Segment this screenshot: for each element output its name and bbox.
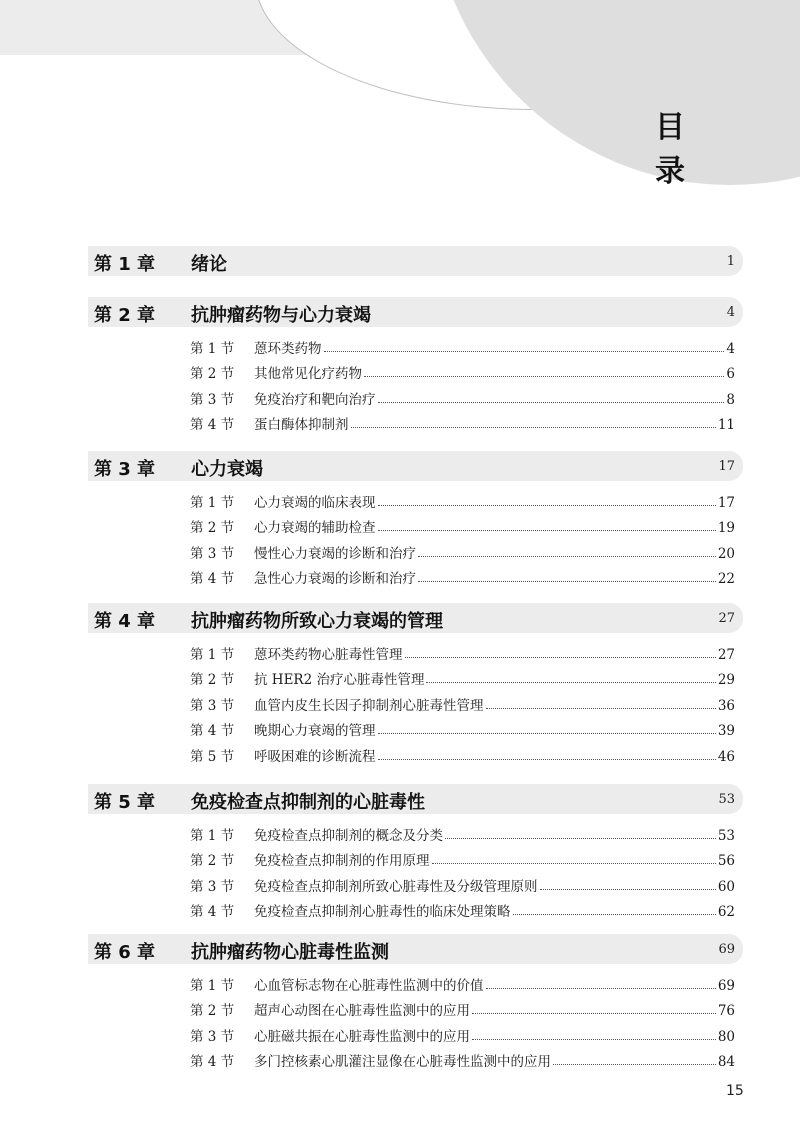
section-number: 第 3 节 (190, 1028, 235, 1045)
page-title: 目 录 (655, 110, 711, 189)
section-row[interactable] (190, 491, 735, 511)
chapter-title: 心力衰竭 (191, 459, 263, 480)
section-page-number: 53 (717, 828, 735, 844)
section-page-number: 19 (717, 520, 735, 537)
dot-leader (364, 375, 724, 377)
section-page-number: 76 (717, 1003, 735, 1020)
chapter-row[interactable] (88, 784, 743, 814)
dot-leader (324, 350, 725, 352)
chapter-row[interactable] (88, 603, 743, 633)
section-number: 第 2 节 (190, 1003, 235, 1020)
section-page-number: 6 (726, 366, 735, 383)
section-title: 血管内皮生长因子抑制剂心脏毒性管理 (254, 697, 484, 714)
section-row[interactable] (190, 388, 735, 408)
section-title: 心力衰竭的临床表现 (254, 495, 376, 511)
dot-leader (540, 888, 716, 890)
dot-leader (513, 913, 716, 915)
chapter-title: 免疫检查点抑制剂的心脏毒性 (191, 792, 425, 813)
dot-leader (378, 401, 725, 403)
chapter-number: 第 4 章 (94, 611, 156, 632)
section-title: 晚期心力衰竭的管理 (254, 723, 376, 740)
section-page-number: 8 (726, 391, 735, 408)
dot-leader (432, 862, 716, 864)
section-page-number: 22 (717, 571, 735, 588)
section-number: 第 2 节 (190, 672, 235, 689)
section-row[interactable] (190, 643, 735, 663)
section-row[interactable] (190, 567, 735, 587)
chapter-number: 第 1 章 (94, 254, 156, 275)
section-number: 第 1 节 (190, 978, 235, 994)
section-title: 急性心力衰竭的诊断和治疗 (254, 571, 416, 588)
section-page-number: 29 (717, 672, 735, 689)
section-page-number: 27 (717, 647, 735, 663)
section-title: 抗 HER2 治疗心脏毒性管理 (254, 672, 425, 689)
section-row[interactable] (190, 362, 735, 382)
dot-leader (378, 504, 716, 506)
section-page-number: 84 (717, 1054, 735, 1071)
section-page-number: 11 (717, 417, 735, 434)
section-title: 蒽环类药物心脏毒性管理 (254, 647, 403, 663)
section-page-number: 36 (717, 697, 735, 714)
section-page-number: 39 (717, 723, 735, 740)
section-number: 第 1 节 (190, 341, 235, 357)
chapter-page-number: 27 (718, 611, 735, 626)
dot-leader (418, 580, 716, 582)
section-title: 超声心动图在心脏毒性监测中的应用 (254, 1003, 470, 1020)
section-row[interactable] (190, 849, 735, 869)
section-row[interactable] (190, 999, 735, 1019)
section-title: 其他常见化疗药物 (254, 366, 362, 383)
section-row[interactable] (190, 1025, 735, 1045)
section-number: 第 4 节 (190, 571, 235, 588)
section-page-number: 80 (717, 1028, 735, 1045)
page-number: 15 (726, 1083, 744, 1099)
section-row[interactable] (190, 516, 735, 536)
section-title: 心脏磁共振在心脏毒性监测中的应用 (254, 1028, 470, 1045)
section-row[interactable] (190, 694, 735, 714)
chapter-number: 第 2 章 (94, 305, 156, 326)
section-number: 第 3 节 (190, 545, 235, 562)
section-title: 蛋白酶体抑制剂 (254, 417, 349, 434)
chapter-page-number: 4 (726, 305, 735, 320)
section-number: 第 4 节 (190, 904, 235, 921)
section-row[interactable] (190, 1050, 735, 1070)
dot-leader (418, 555, 716, 557)
section-title: 呼吸困难的诊断流程 (254, 748, 376, 765)
chapter-number: 第 5 章 (94, 792, 156, 813)
section-number: 第 1 节 (190, 828, 235, 844)
chapter-number: 第 6 章 (94, 942, 156, 963)
dot-leader (378, 529, 716, 531)
dot-leader (378, 758, 716, 760)
section-title: 蒽环类药物 (254, 341, 322, 357)
dot-leader (405, 656, 716, 658)
section-row[interactable] (190, 719, 735, 739)
section-page-number: 4 (726, 341, 735, 357)
section-page-number: 20 (717, 545, 735, 562)
section-page-number: 62 (717, 904, 735, 921)
section-row[interactable] (190, 337, 735, 357)
section-title: 免疫检查点抑制剂所致心脏毒性及分级管理原则 (254, 878, 538, 895)
section-title: 免疫检查点抑制剂心脏毒性的临床处理策略 (254, 904, 511, 921)
section-row[interactable] (190, 745, 735, 765)
chapter-title: 绪论 (191, 254, 227, 275)
section-title: 免疫检查点抑制剂的作用原理 (254, 853, 430, 870)
chapter-row[interactable] (88, 451, 743, 481)
chapter-title: 抗肿瘤药物心脏毒性监测 (191, 942, 389, 963)
section-title: 心血管标志物在心脏毒性监测中的价值 (254, 978, 484, 994)
chapter-number: 第 3 章 (94, 459, 156, 480)
section-row[interactable] (190, 542, 735, 562)
section-title: 心力衰竭的辅助检查 (254, 520, 376, 537)
chapter-page-number: 53 (718, 792, 735, 807)
section-page-number: 69 (717, 978, 735, 994)
section-row[interactable] (190, 668, 735, 688)
dot-leader (472, 1012, 716, 1014)
chapter-title: 抗肿瘤药物所致心力衰竭的管理 (191, 611, 443, 632)
chapter-row[interactable] (88, 297, 743, 327)
section-page-number: 56 (717, 853, 735, 870)
section-page-number: 17 (717, 495, 735, 511)
section-row[interactable] (190, 875, 735, 895)
section-number: 第 2 节 (190, 520, 235, 537)
section-number: 第 1 节 (190, 495, 235, 511)
section-number: 第 3 节 (190, 391, 235, 408)
dot-leader (553, 1063, 716, 1065)
section-row[interactable] (190, 974, 735, 994)
section-number: 第 1 节 (190, 647, 235, 663)
section-page-number: 46 (717, 748, 735, 765)
dot-leader (426, 681, 715, 683)
section-title: 慢性心力衰竭的诊断和治疗 (254, 545, 416, 562)
dot-leader (445, 837, 716, 839)
section-number: 第 4 节 (190, 417, 235, 434)
dot-leader (472, 1038, 716, 1040)
chapter-page-number: 17 (718, 459, 735, 474)
section-title: 免疫检查点抑制剂的概念及分类 (254, 828, 443, 844)
dot-leader (486, 707, 716, 709)
section-page-number: 60 (717, 878, 735, 895)
dot-leader (378, 732, 716, 734)
section-number: 第 2 节 (190, 853, 235, 870)
section-number: 第 4 节 (190, 723, 235, 740)
dot-leader (351, 426, 716, 428)
section-title: 多门控核素心肌灌注显像在心脏毒性监测中的应用 (254, 1054, 551, 1071)
section-row[interactable] (190, 900, 735, 920)
chapter-title: 抗肿瘤药物与心力衰竭 (191, 305, 371, 326)
section-row[interactable] (190, 824, 735, 844)
section-row[interactable] (190, 413, 735, 433)
section-number: 第 3 节 (190, 697, 235, 714)
section-title: 免疫治疗和靶向治疗 (254, 391, 376, 408)
chapter-row[interactable] (88, 934, 743, 964)
section-number: 第 5 节 (190, 748, 235, 765)
chapter-page-number: 1 (726, 254, 735, 269)
dot-leader (486, 987, 716, 989)
chapter-page-number: 69 (718, 942, 735, 957)
section-number: 第 3 节 (190, 878, 235, 895)
chapter-row[interactable] (88, 246, 743, 276)
section-number: 第 4 节 (190, 1054, 235, 1071)
section-number: 第 2 节 (190, 366, 235, 383)
